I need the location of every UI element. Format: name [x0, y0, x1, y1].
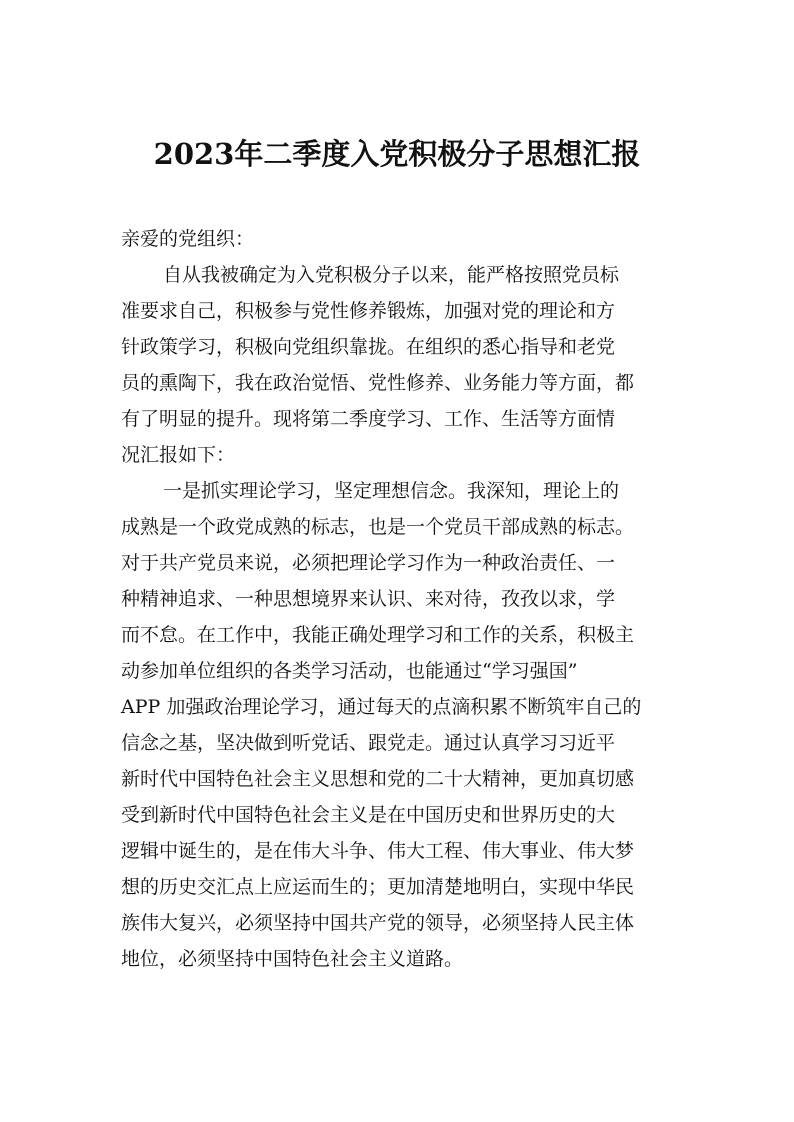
paragraph-2-line: 新时代中国特色社会主义思想和党的二十大精神，更加真切感 [121, 768, 635, 790]
paragraph-1-line: 自从我被确定为入党积极分子以来，能严格按照党员标 [163, 264, 620, 286]
salutation: 亲爱的党组织： [121, 228, 255, 250]
document-title: 2023年二季度入党积极分子思想汇报 [153, 137, 641, 171]
paragraph-1-line: 有了明显的提升。现将第二季度学习、工作、生活等方面情 [121, 408, 616, 430]
document-body [121, 221, 681, 977]
paragraph-2-line: 逻辑中诞生的，是在伟大斗争、伟大工程、伟大事业、伟大梦 [121, 840, 635, 862]
paragraph-2-line: 动参加单位组织的各类学习活动，也能通过“学习强国” [121, 660, 578, 682]
paragraph-2-line: 一是抓实理论学习，坚定理想信念。我深知，理论上的 [163, 480, 620, 502]
paragraph-2-line: 种精神追求、一种思想境界来认识、来对待，孜孜以求，学 [121, 588, 616, 610]
paragraph-2-line: 族伟大复兴，必须坚持中国共产党的领导，必须坚持人民主体 [121, 912, 635, 934]
paragraph-2-line: 而不怠。在工作中，我能正确处理学习和工作的关系，积极主 [121, 624, 635, 646]
paragraph-2-line: 受到新时代中国特色社会主义是在中国历史和世界历史的大 [121, 804, 616, 826]
paragraph-1-line: 况汇报如下： [121, 444, 236, 466]
paragraph-2-line: 信念之基，坚决做到听党话、跟党走。通过认真学习习近平 [121, 732, 616, 754]
paragraph-1-line: 针政策学习，积极向党组织靠拢。在组织的悉心指导和老党 [121, 336, 616, 358]
paragraph-1-line: 员的熏陶下，我在政治觉悟、党性修养、业务能力等方面，都 [121, 372, 635, 394]
paragraph-1-line: 准要求自己，积极参与党性修养锻炼，加强对党的理论和方 [121, 300, 616, 322]
paragraph-2-line: APP 加强政治理论学习，通过每天的点滴积累不断筑牢自己的 [121, 696, 642, 718]
paragraph-2-line: 地位，必须坚持中国特色社会主义道路。 [121, 948, 464, 970]
paragraph-2-line: 对于共产党员来说，必须把理论学习作为一种政治责任、一 [121, 552, 616, 574]
paragraph-2-line: 成熟是一个政党成熟的标志，也是一个党员干部成熟的标志。 [121, 516, 635, 538]
paragraph-2-line: 想的历史交汇点上应运而生的；更加清楚地明白，实现中华民 [121, 876, 635, 898]
